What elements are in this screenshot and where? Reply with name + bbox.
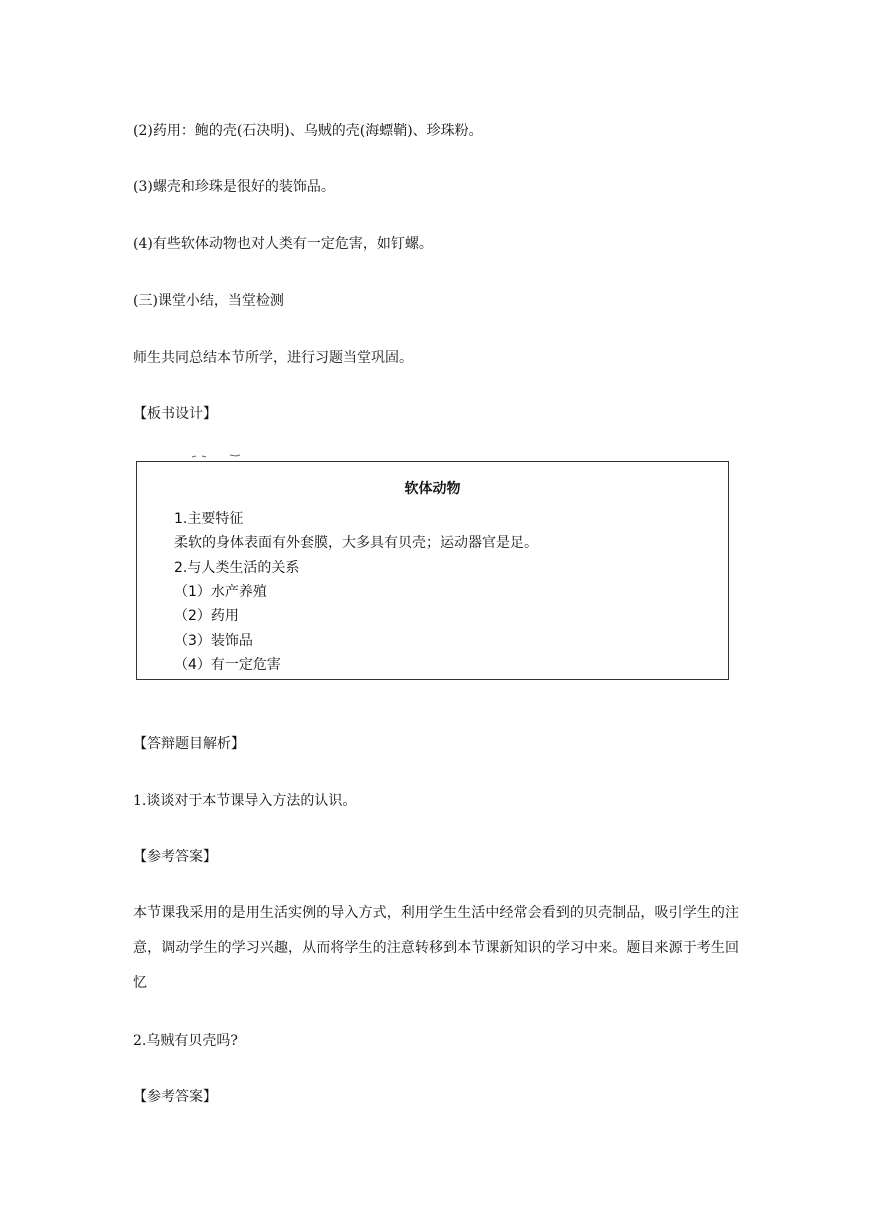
text-line-decorations: (3)螺壳和珍珠是很好的装饰品。 bbox=[133, 179, 335, 195]
text-line-harm: (4)有些软体动物也对人类有一定危害，如钉螺。 bbox=[133, 236, 433, 252]
section-heading-summary: (三)课堂小结，当堂检测 bbox=[133, 293, 284, 309]
heading-reference-answer-1: 【参考答案】 bbox=[133, 849, 217, 865]
board-item-relation: 2.与人类生活的关系 bbox=[174, 560, 300, 576]
scribble-mark bbox=[190, 452, 250, 460]
answer-1-paragraph: 本节课我采用的是用生活实例的导入方式，利用学生生活中经常会看到的贝壳制品，吸引学生的注意，调动学生的学习兴趣，从而将学生的注意转移到本节课新知识的学习中来。题目来源于考生回忆 bbox=[133, 905, 739, 991]
board-item-feature-detail: 柔软的身体表面有外套膜，大多具有贝壳；运动器官是足。 bbox=[174, 535, 538, 551]
board-item-decoration: （3）装饰品 bbox=[174, 633, 253, 649]
text-line-summary: 师生共同总结本节所学，进行习题当堂巩固。 bbox=[133, 350, 413, 366]
question-2: 2.乌贼有贝壳吗? bbox=[133, 1033, 238, 1049]
question-1: 1.谈谈对于本节课导入方法的认识。 bbox=[133, 793, 357, 809]
text-line-medicinal-use: (2)药用：鲍的壳(石决明)、乌贼的壳(海螵鞘)、珍珠粉。 bbox=[133, 123, 483, 139]
board-item-main-features: 1.主要特征 bbox=[174, 511, 244, 527]
heading-defense-analysis: 【答辩题目解析】 bbox=[133, 736, 245, 752]
board-item-aquaculture: （1）水产养殖 bbox=[174, 584, 267, 600]
board-title: 软体动物 bbox=[404, 481, 461, 497]
board-item-medicine: （2）药用 bbox=[174, 608, 239, 624]
heading-board-design: 【板书设计】 bbox=[133, 406, 217, 422]
heading-reference-answer-2: 【参考答案】 bbox=[133, 1089, 217, 1105]
board-item-harm: （4）有一定危害 bbox=[174, 657, 281, 673]
board-design-box bbox=[136, 461, 729, 680]
